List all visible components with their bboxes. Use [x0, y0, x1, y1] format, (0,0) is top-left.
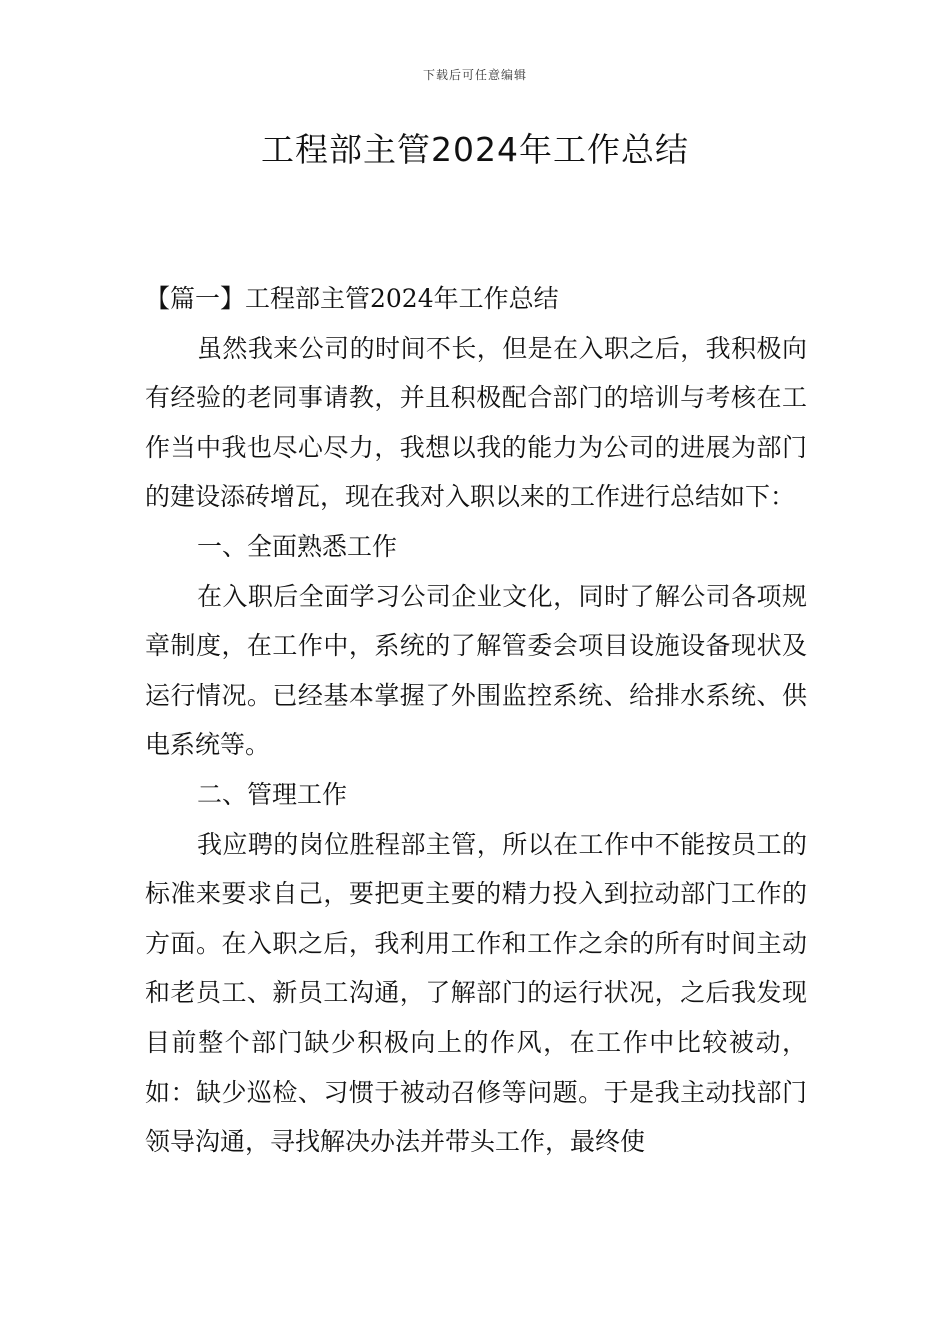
subheading: 二、管理工作: [197, 779, 348, 809]
header-note: 下载后可任意编辑: [422, 68, 527, 82]
paragraph: 在入职后全面学习公司企业文化，同时了解公司各项规章制度，在工作中，系统的了解管委会项目设施设备现状及运行情况。已经基本掌握了外围监控系统、给排水系统、供电系统等。: [145, 581, 807, 760]
document-title: 工程部主管2024年工作总结: [261, 130, 689, 169]
document-body: [145, 274, 807, 1167]
paragraph: 我应聘的岗位胜程部主管，所以在工作中不能按员工的标准来要求自己，要把更主要的精力投入到拉动部门工作的方面。在入职之后，我利用工作和工作之余的所有时间主动和老员工、新员工沟通，了解部门的运行状况，之后我发现目前整个部门缺少积极向上的作风，在工作中比较被动，如：缺少巡检、习惯于被动召修等问题。于是我主动找部门领导沟通，寻找解决办法并带头工作，最终使: [145, 829, 807, 1157]
paragraph: 虽然我来公司的时间不长，但是在入职之后，我积极向有经验的老同事请教，并且积极配合部门的培训与考核在工作当中我也尽心尽力，我想以我的能力为公司的进展为部门的建设添砖增瓦，现在我对入职以来的工作进行总结如下：: [145, 333, 807, 512]
section-heading: 【篇一】工程部主管2024年工作总结: [145, 284, 559, 313]
subheading: 一、全面熟悉工作: [197, 531, 398, 561]
